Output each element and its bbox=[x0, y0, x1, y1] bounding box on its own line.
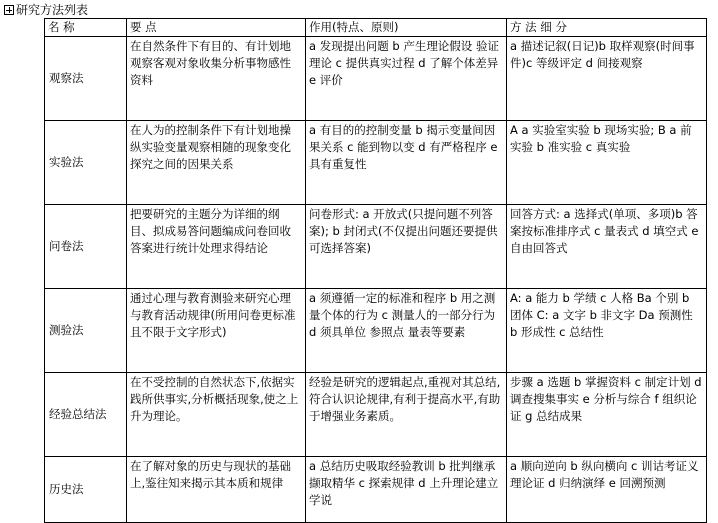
method-function: 问卷形式: a 开放式(只提问题不列答案); b 封闭式(不仅提出问题还要提供可选择答案) bbox=[306, 205, 507, 289]
method-name: 问卷法 bbox=[45, 205, 127, 289]
method-points: 在不受控制的自然状态下,依据实践所供事实,分析概括现象,使之上升为理论。 bbox=[127, 373, 306, 457]
method-subtypes: 回答方式: a 选择式(单项、多项)b 答案按标准排序式 c 量表式 d 填空式 e 自由回答式 bbox=[507, 205, 707, 289]
method-function: a 有目的的控制变量 b 揭示变量间因果关系 c 能到物以变 d 有严格程序 e 具有重复性 bbox=[306, 121, 507, 205]
method-function: 经验是研究的逻辑起点,重视对其总结,符合认识论规律,有利于提高水平,有助于增强业务素质。 bbox=[306, 373, 507, 457]
method-points: 通过心理与教育测验来研究心理与教育活动规律(所用问卷更标准且不限于文字形式) bbox=[127, 289, 306, 373]
table-header-row bbox=[45, 19, 707, 37]
method-name: 历史法 bbox=[45, 457, 127, 523]
method-points: 把要研究的主题分为详细的纲目、拟成易答问题编成问卷回收答案进行统计处理求得结论 bbox=[127, 205, 306, 289]
header-subtypes: 方 法 细 分 bbox=[507, 19, 707, 37]
method-points: 在人为的控制条件下有计划地操纵实验变量观察相随的现象变化探究之间的因果关系 bbox=[127, 121, 306, 205]
header-points: 要 点 bbox=[127, 19, 306, 37]
table-title: 研究方法列表 bbox=[16, 3, 89, 17]
research-methods-table bbox=[44, 18, 707, 523]
method-name: 观察法 bbox=[45, 37, 127, 121]
table-row bbox=[45, 289, 707, 373]
method-function: a 须遵循一定的标准和程序 b 用之测量个体的行为 c 测量人的一部分行为 d 须具单位 参照点 量表等要素 bbox=[306, 289, 507, 373]
method-name: 实验法 bbox=[45, 121, 127, 205]
table-caption bbox=[4, 2, 88, 18]
table-row bbox=[45, 121, 707, 205]
method-subtypes: 步骤 a 选题 b 掌握资料 c 制定计划 d 调查搜集事实 e 分析与综合 f 组织论证 g 总结成果 bbox=[507, 373, 707, 457]
method-name: 经验总结法 bbox=[45, 373, 127, 457]
header-function: 作用(特点、原则) bbox=[306, 19, 507, 37]
method-points: 在了解对象的历史与现状的基础上,鉴往知来揭示其本质和规律 bbox=[127, 457, 306, 523]
method-function: a 总结历史吸取经验教训 b 批判继承撷取精华 c 探索规律 d 上升理论建立学说 bbox=[306, 457, 507, 523]
method-subtypes: A a 实验室实验 b 现场实验; B a 前实验 b 准实验 c 真实验 bbox=[507, 121, 707, 205]
method-subtypes: A: a 能力 b 学绩 c 人格 Ba 个别 b 团体 C: a 文字 b 非文字 Da 预测性 b 形成性 c 总结性 bbox=[507, 289, 707, 373]
table-row bbox=[45, 373, 707, 457]
method-subtypes: a 顺向逆向 b 纵向横向 c 训诂考证义理论证 d 归纳演绎 e 回溯预测 bbox=[507, 457, 707, 523]
table-row bbox=[45, 457, 707, 523]
table-row bbox=[45, 37, 707, 121]
table-row bbox=[45, 205, 707, 289]
method-function: a 发现提出问题 b 产生理论假设 验证理论 c 提供真实过程 d 了解个体差异 e 评价 bbox=[306, 37, 507, 121]
header-name: 名 称 bbox=[45, 19, 127, 37]
method-points: 在自然条件下有目的、有计划地观察客观对象收集分析事物感性资料 bbox=[127, 37, 306, 121]
table-move-handle-icon[interactable] bbox=[4, 5, 14, 15]
method-name: 测验法 bbox=[45, 289, 127, 373]
method-subtypes: a 描述记叙(日记)b 取样观察(时间事件)c 等级评定 d 间接观察 bbox=[507, 37, 707, 121]
